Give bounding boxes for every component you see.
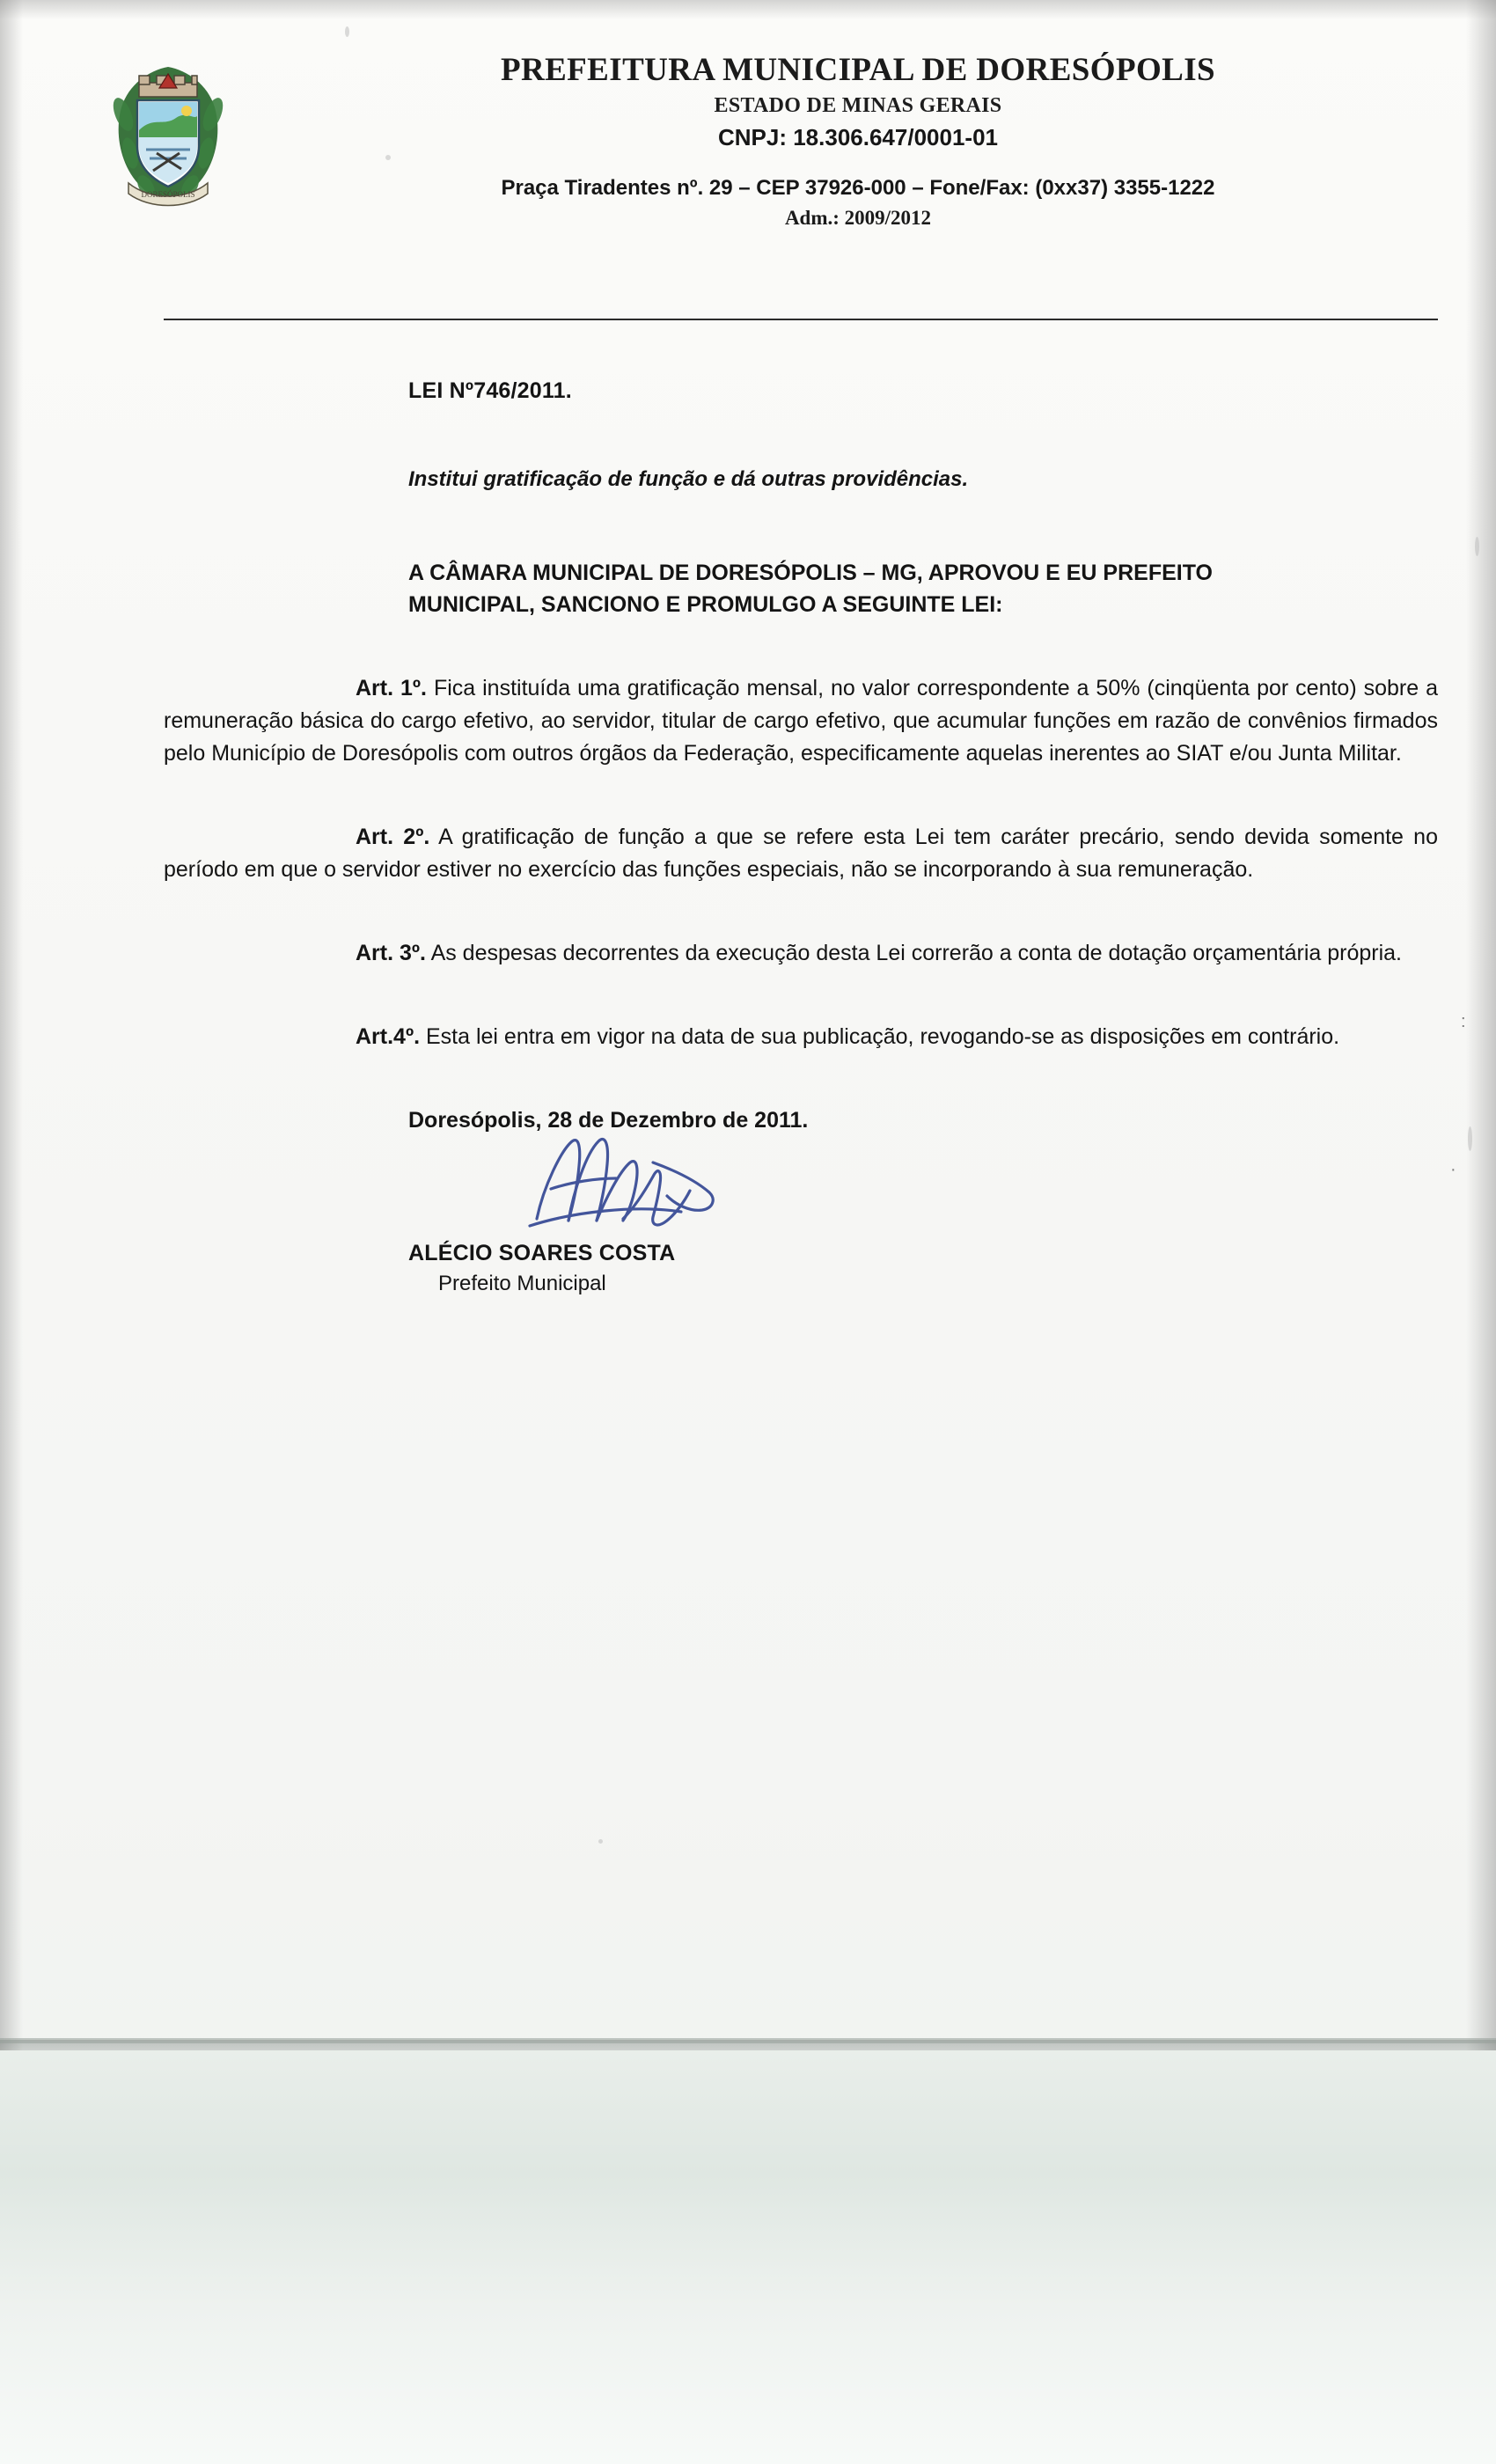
article-text: Esta lei entra em vigor na data de sua publicação, revogando-se as disposições em contrário. [426,1023,1340,1049]
article-text: A gratificação de função a que se refere esta Lei tem caráter precário, sendo devida somente no período em que o servidor estiver no exercício das funções especiais, não se incorporando à sua remuneração. [164,824,1438,882]
article-label: Art. 2º. [356,824,430,849]
scan-speck [598,1839,603,1844]
svg-text:DORESÓPOLIS: DORESÓPOLIS [141,190,195,199]
organization-administration: Adm.: 2009/2012 [784,206,932,229]
header-divider [164,319,1438,320]
coat-of-arms-icon [104,62,232,209]
organization-title: PREFEITURA MUNICIPAL DE DORESÓPOLIS [500,52,1215,88]
margin-mark: : [1461,1012,1466,1031]
article-label: Art.4º. [356,1023,421,1049]
scan-speck [1468,1126,1472,1151]
law-number: LEI Nº746/2011. [408,378,572,403]
organization-cnpj: CNPJ: 18.306.647/0001-01 [717,123,998,150]
header-text-block [290,53,1426,230]
signer-name: ALÉCIO SOARES COSTA [408,1240,676,1265]
margin-mark: · [1450,1160,1456,1179]
article-label: Art. 1º. [356,675,427,700]
article-text: Fica instituída uma gratificação mensal, no valor correspondente a 50% (cinqüenta por cento) sobre a remuneração básica do cargo efetivo, ao servidor, titular de cargo efetivo, que acumular funções em razão de convênios firmados pelo Município de Doresópolis com outros órgãos da Federação, especificamente aquelas inerentes ao SIAT e/ou Junta Militar. [164,675,1438,766]
scan-speck [1475,537,1479,556]
article-label: Art. 3º. [356,940,426,965]
article-3 [164,937,1438,970]
paper-edge-top [0,0,1496,19]
article-4 [164,1021,1438,1053]
article-1 [164,672,1438,770]
law-summary: Institui gratificação de função e dá outras providências. [408,467,969,491]
document-body [164,378,1438,1296]
organization-state: ESTADO DE MINAS GERAIS [714,93,1002,117]
article-text: As despesas decorrentes da execução desta Lei correrão a conta de dotação orçamentária própria. [430,940,1403,965]
scanner-bed [0,2050,1496,2464]
handwritten-signature-icon [521,1127,785,1242]
paper-bottom-edge [0,2038,1496,2043]
law-preamble: A CÂMARA MUNICIPAL DE DORESÓPOLIS – MG, APROVOU E EU PREFEITO MUNICIPAL, SANCIONO E PROMULGO A SEGUINTE LEI: [408,561,1213,618]
scan-speck [345,26,349,37]
signer-role: Prefeito Municipal [438,1271,606,1295]
signature-block [408,1108,1438,1296]
article-2 [164,821,1438,886]
organization-address: Praça Tiradentes nº. 29 – CEP 37926-000 – Fone/Fax: (0xx37) 3355-1222 [501,175,1215,200]
city-and-date: Doresópolis, 28 de Dezembro de 2011. [408,1107,809,1133]
